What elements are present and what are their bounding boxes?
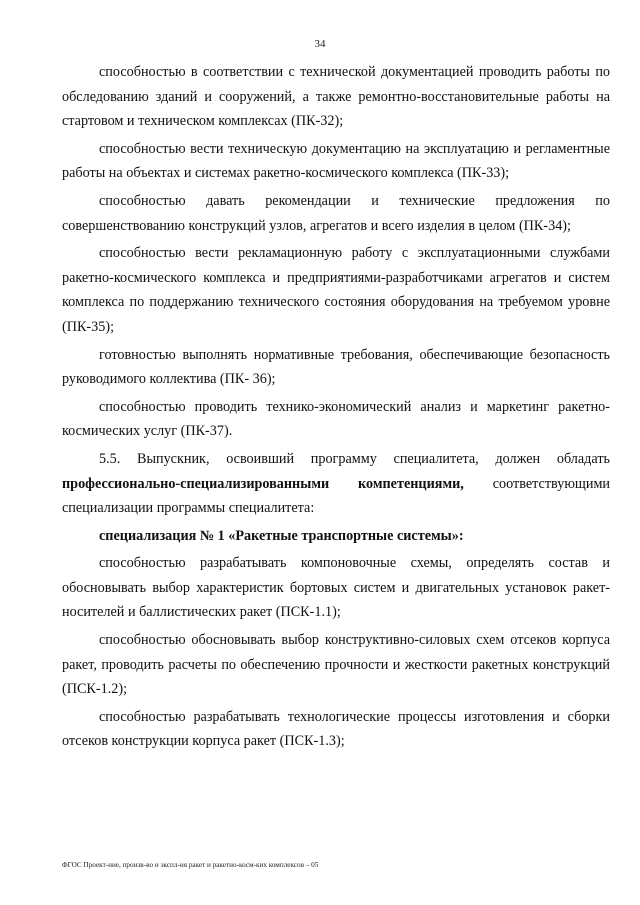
section-5-5-paragraph xyxy=(62,447,610,521)
competency-pk-37: способностью проводить технико-экономический анализ и маркетинг ракетно-космических услуг (ПК-37). xyxy=(62,398,610,440)
specialization-heading: специализация № 1 «Ракетные транспортные системы»: xyxy=(99,527,464,544)
competency-pk-34: способностью давать рекомендации и технические предложения по совершенствованию конструкций узлов, агрегатов и всего изделия в целом (ПК-34); xyxy=(62,192,610,234)
page-body xyxy=(62,60,610,757)
competency-psk-1-3: способностью разрабатывать технологические процессы изготовления и сборки отсеков конструкции корпуса ракет (ПСК-1.3); xyxy=(62,708,610,750)
competency-pk-36: готовностью выполнять нормативные требования, обеспечивающие безопасность руководимого коллектива (ПК- 36); xyxy=(62,346,610,388)
competency-psk-1-1: способностью разрабатывать компоновочные схемы, определять состав и обосновывать выбор характеристик бортовых систем и двигательных установок ракет-носителей и баллистических ракет (ПСК-1.1); xyxy=(62,555,610,621)
competency-pk-35: способностью вести рекламационную работу с эксплуатационными службами ракетно-космического комплекса и предприятиями-разработчиками агрегатов и систем комплекса по поддержанию технического состояния оборудования на требуемом уровне (ПК-35); xyxy=(62,245,610,335)
competency-psk-1-2: способностью обосновывать выбор конструктивно-силовых схем отсеков корпуса ракет, проводить расчеты по обеспечению прочности и жесткости ракетных конструкций (ПСК-1.2); xyxy=(62,632,610,698)
section-5-5-lead: 5.5. Выпускник, освоивший программу специалитета, должен обладать xyxy=(99,450,610,467)
competency-pk-32: способностью в соответствии с технической документацией проводить работы по обследованию зданий и сооружений, а также ремонтно-восстановительные работы на стартовом и техническом комплексах (ПК-32); xyxy=(62,64,610,130)
section-5-5-tail: соответствующими специализации программы специалитета: xyxy=(62,475,611,517)
competency-pk-33: способностью вести техническую документацию на эксплуатацию и регламентные работы на объектах и системах ракетно-космического комплекса (ПК-33); xyxy=(62,140,610,182)
page-footer: ФГОС Проект-ние, произв-во и экспл-ия ракет и ракетно-косм-ких комплексов – 05 xyxy=(62,861,319,869)
section-5-5-bold-term: профессионально-специализированными компетенциями, xyxy=(62,475,464,492)
page-number: 34 xyxy=(314,38,326,50)
